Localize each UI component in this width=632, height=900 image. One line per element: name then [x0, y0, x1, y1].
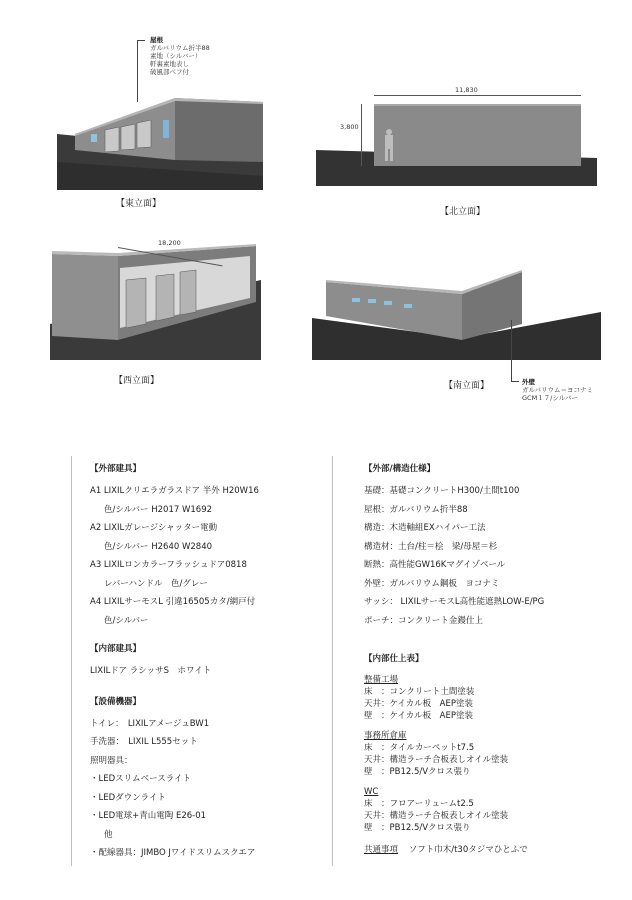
east-elevation-render: [57, 72, 263, 190]
exterior-fitting-line: A1 LIXILクリエラガラスドア 半外 H20W16: [90, 486, 259, 496]
exterior-fitting-line: 色/シルバー H2017 W1692: [104, 504, 213, 515]
equipment-line: 照明器具：: [90, 755, 133, 766]
exterior-fitting-line: 色/シルバー: [104, 615, 149, 626]
right-spec-column: [364, 462, 614, 856]
finish-line: 壁 ：PB12.5/Vクロス張り: [364, 823, 471, 833]
finish-line: 壁 ：PB12.5/Vクロス張り: [364, 767, 471, 777]
roof-note-title: 屋根: [150, 36, 163, 44]
roof-note-line: ガルバリウム折半88: [150, 44, 210, 52]
finish-line: 天井：構造ラーチ合板表しオイル塗装: [364, 755, 509, 765]
finish-group-name: 整備工場: [364, 675, 399, 685]
west-elevation-render: [50, 232, 261, 360]
roof-note-line: 軒裏素地表し: [150, 60, 189, 68]
wall-note-title: 外壁: [522, 378, 535, 386]
roof-note-line: 素地（シルバー）: [150, 52, 202, 60]
structure-line: ポーチ：コンクリート金鏝仕上: [364, 615, 483, 626]
wall-note-line: GCM１７/シルバー: [522, 394, 578, 402]
roof-note-line: 破風部ベフ付: [150, 68, 189, 76]
north-elevation-label: 【北立面】: [440, 207, 486, 217]
finish-line: 床 ：フロアーリュームt2.5: [364, 799, 474, 809]
exterior-fitting-line: レバーハンドル 色/グレー: [104, 578, 208, 589]
finish-line: 天井：ケイカル板 AEP塗装: [364, 699, 473, 709]
north-elevation-render: [316, 96, 597, 186]
structure-line: サッシ： LIXILサーモスL高性能遮熱LOW-E/PG: [364, 597, 545, 607]
left-spec-column: [90, 462, 328, 863]
exterior-fitting-line: 色/シルバー H2640 W2840: [104, 541, 213, 552]
south-elevation-render: [312, 268, 601, 360]
equipment-title: 【設備機器】: [90, 696, 142, 707]
center-column-divider: [332, 456, 333, 866]
structure-line: 外壁：ガルバリウム鋼板 ヨコナミ: [364, 578, 500, 589]
structure-title: 【外部/構造仕様】: [364, 464, 436, 474]
exterior-fitting-line: A4 LIXILサーモスL 引違16505カタ/網戸付: [90, 597, 256, 607]
common-notes-label: 共通事項: [364, 845, 399, 855]
interior-fittings-title: 【内部建具】: [90, 644, 142, 654]
south-wall-leader-tick: [511, 381, 519, 382]
finish-line: 天井：構造ラーチ合板表しオイル塗装: [364, 811, 509, 821]
west-elevation-label: 【西立面】: [114, 376, 160, 386]
west-width-dim: 18,200: [158, 239, 181, 247]
interior-fitting-line: LIXILドア ラシッサS ホワイト: [90, 666, 212, 676]
structure-line: 構造：木造軸組EXハイパー工法: [364, 523, 486, 533]
finish-group-name: WC: [364, 787, 379, 797]
north-width-dim: 11,830: [455, 86, 478, 94]
structure-line: 構造材：土台/柱＝桧 梁/母屋＝杉: [364, 541, 498, 552]
common-notes: [364, 844, 614, 856]
north-height-dim: 3,800: [340, 123, 359, 131]
finish-group-name: 事務所倉庫: [364, 731, 407, 741]
left-column-divider: [71, 456, 72, 866]
wall-note-line: ガルバリウム＝ヨコナミ: [522, 386, 593, 394]
finish-line: 床 ：コンクリート土間塗装: [364, 687, 475, 697]
exterior-fitting-line: A2 LIXILガレージシャッター電動: [90, 523, 218, 533]
equipment-line: ・配線器具：JIMBO Jワイドスリムスクエア: [90, 848, 256, 858]
south-wall-leader: [511, 320, 512, 382]
finish-line: 壁 ：ケイカル板 AEP塗装: [364, 711, 473, 721]
finish-line: 床 ：タイルカーペットt7.5: [364, 743, 475, 753]
equipment-line: ・LEDスリムベースライト: [90, 774, 191, 784]
equipment-line: ・LEDダウンライト: [90, 792, 166, 803]
east-roof-leader: [137, 40, 138, 102]
roof-note: [150, 36, 210, 76]
wall-note: [522, 378, 593, 402]
equipment-line: 他: [104, 829, 113, 840]
equipment-line: 手洗器： LIXIL L555セット: [90, 737, 198, 747]
south-elevation-label: 【南立面】: [444, 381, 490, 391]
common-notes-text: ソフト巾木/t30タジマひとふで: [408, 845, 528, 855]
east-roof-leader-tick: [137, 40, 145, 41]
finishes-title: 【内部仕上表】: [364, 654, 424, 664]
north-height-dim-line: [361, 104, 362, 166]
north-width-dim-line: [374, 95, 581, 96]
exterior-fitting-line: A3 LIXILロンカラーフラッシュドア0818: [90, 560, 247, 570]
structure-line: 屋根：ガルバリウム折半88: [364, 504, 468, 515]
equipment-line: ・LED電球+青山電陶 E26-01: [90, 811, 207, 821]
exterior-fittings-title: 【外部建具】: [90, 464, 142, 474]
structure-line: 断熱：高性能GW16Kマグイゾベール: [364, 560, 506, 570]
east-elevation-label: 【東立面】: [116, 199, 162, 209]
equipment-line: トイレ： LIXILアメージュBW1: [90, 718, 210, 729]
structure-line: 基礎：基礎コンクリートH300/土間t100: [364, 486, 520, 496]
